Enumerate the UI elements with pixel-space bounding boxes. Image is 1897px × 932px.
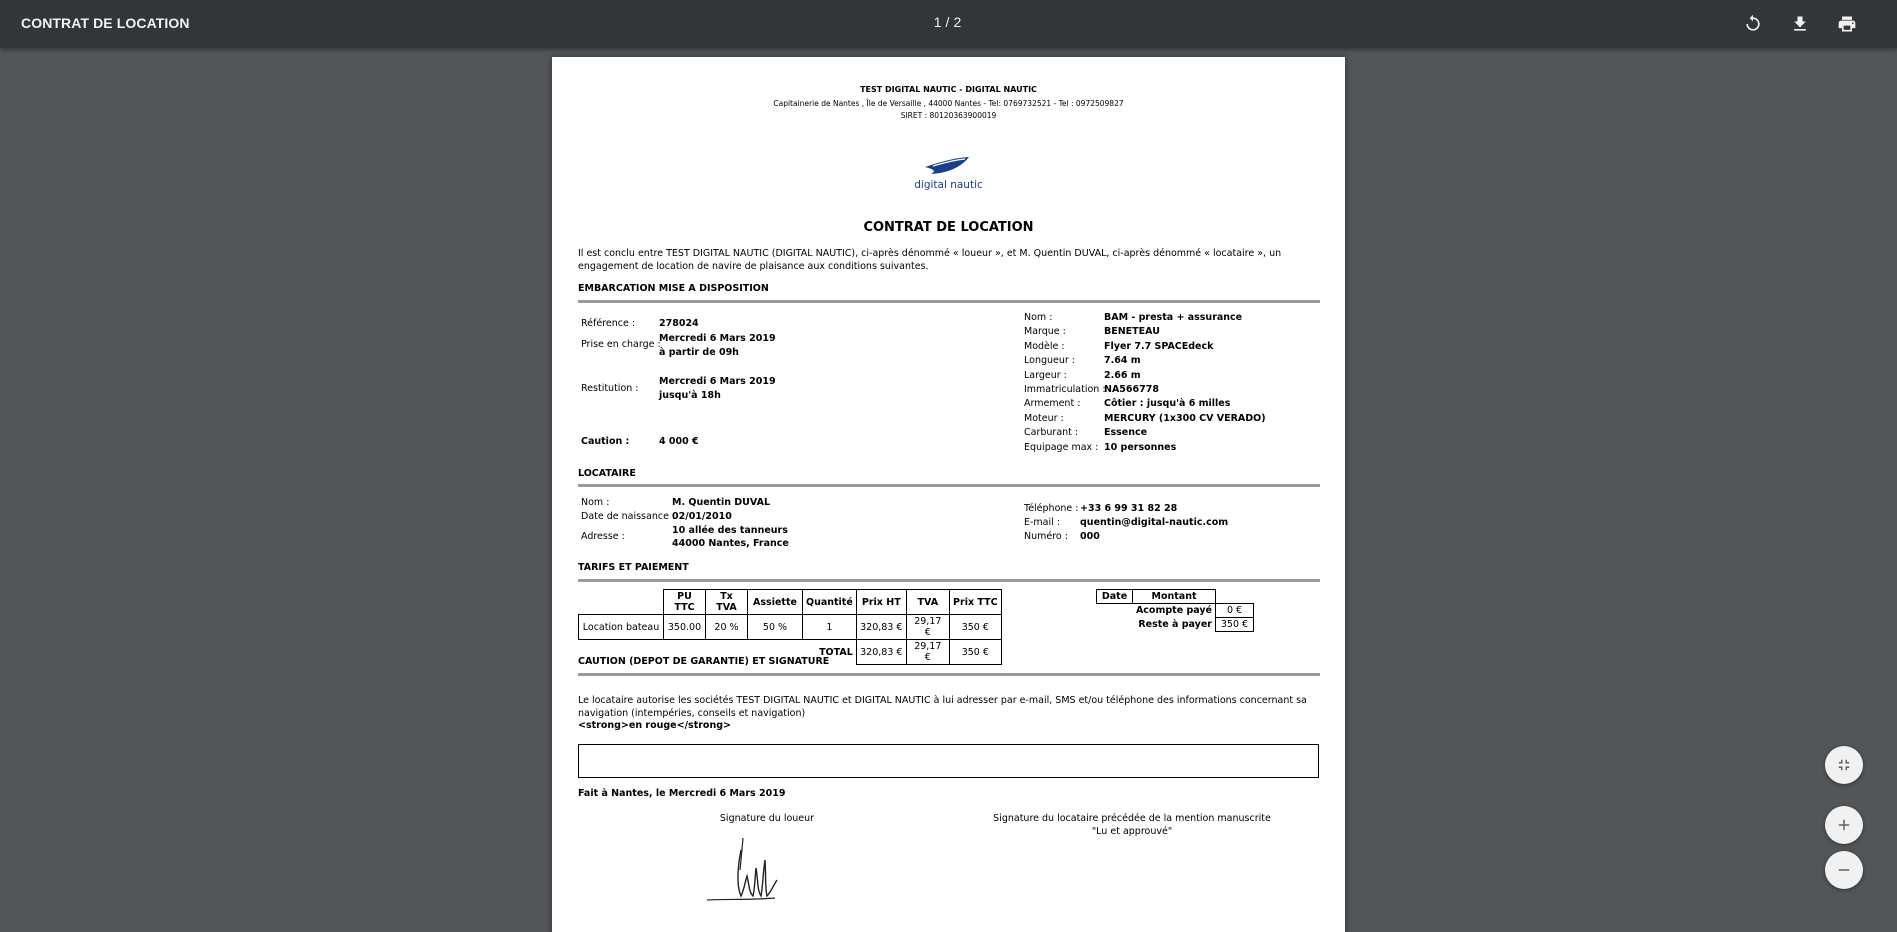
zoom-in-button[interactable]	[1825, 806, 1863, 844]
section-divider	[578, 484, 1320, 487]
signature-locataire-label-1: Signature du locataire précédée de la mention manuscrite	[993, 813, 1271, 824]
zoom-out-button[interactable]	[1825, 851, 1863, 889]
signature-locataire-label-2: "Lu et approuvé"	[1091, 826, 1173, 837]
spec-value: 7.64 m	[1104, 355, 1141, 367]
total-pages: 2	[953, 14, 962, 30]
company-logo	[923, 155, 971, 180]
fait-a: Fait à Nantes, le Mercredi 6 Mars 2019	[578, 788, 786, 799]
download-icon	[1790, 14, 1810, 34]
table-cell: 320,83 €	[856, 640, 906, 665]
locataire-naissance-value: 02/01/2010	[672, 511, 732, 522]
reference-value: 278024	[659, 318, 699, 329]
locataire-naissance-label: Date de naissance :	[581, 511, 676, 522]
table-cell: 29,17 €	[906, 640, 949, 665]
current-page[interactable]: 1	[933, 14, 942, 30]
spec-label: Moteur :	[1024, 412, 1064, 424]
reste-label: Reste à payer	[1138, 619, 1212, 630]
locataire-nom-value: M. Quentin DUVAL	[672, 497, 770, 508]
download-button[interactable]	[1786, 10, 1814, 38]
spec-label: Carburant :	[1024, 427, 1079, 439]
table-cell-empty	[579, 590, 664, 615]
company-address: Capitainerie de Nantes , Île de Versaille , 44000 Nantes - Tel: 0769732521 - Tel : 0972509827	[773, 99, 1124, 108]
locataire-email-label: E-mail :	[1024, 517, 1061, 528]
zoom-out-icon	[1835, 861, 1853, 879]
restitution-label: Restitution :	[581, 383, 639, 394]
rotate-button[interactable]	[1739, 10, 1767, 38]
spec-value: NA566778	[1104, 383, 1159, 395]
spec-value: 2.66 m	[1104, 369, 1141, 381]
section-embarcation-title: EMBARCATION MISE A DISPOSITION	[578, 283, 769, 294]
locataire-tel-label: Téléphone :	[1024, 503, 1079, 514]
table-header-row	[1097, 590, 1254, 604]
fit-page-button[interactable]	[1825, 746, 1863, 784]
signature-loueur-label: Signature du loueur	[719, 813, 815, 824]
spec-value: BENETEAU	[1104, 326, 1160, 338]
spec-value: Flyer 7.7 SPACEdeck	[1104, 340, 1214, 352]
reste-value: 350 €	[1216, 618, 1254, 632]
spec-label: Longueur :	[1024, 355, 1076, 367]
column-header: Prix TTC	[949, 590, 1001, 615]
section-tarifs-title: TARIFS ET PAIEMENT	[578, 562, 689, 573]
column-header: Tx TVA	[706, 590, 748, 615]
loueur-signature	[705, 830, 795, 908]
spec-label: Largeur :	[1024, 369, 1067, 381]
restitution-date: Mercredi 6 Mars 2019	[659, 376, 776, 387]
table-cell: 20 %	[706, 615, 748, 640]
locataire-numero-label: Numéro :	[1024, 531, 1068, 542]
table-header-row	[579, 590, 1002, 615]
document-title: CONTRAT DE LOCATION	[21, 15, 190, 31]
spec-label: Nom :	[1024, 312, 1053, 323]
column-header: Quantité	[803, 590, 857, 615]
table-cell-empty	[1216, 590, 1254, 604]
column-header: Assiette	[748, 590, 803, 615]
caution-value: 4 000 €	[659, 436, 699, 447]
column-header: PU TTC	[664, 590, 706, 615]
section-caution-title: CAUTION (DEPOT DE GARANTIE) ET SIGNATURE	[578, 656, 830, 667]
page-indicator	[900, 14, 995, 30]
table-row	[579, 615, 1002, 640]
table-cell: 350.00	[664, 615, 706, 640]
spec-label: Immatriculation :	[1024, 383, 1106, 395]
prise-time: à partir de 09h	[659, 347, 739, 358]
payment-table	[1096, 589, 1254, 632]
section-divider	[578, 579, 1320, 582]
table-row	[1097, 618, 1254, 632]
intro-paragraph: Il est conclu entre TEST DIGITAL NAUTIC (DIGITAL NAUTIC), ci-après dénommé « loueur », et M. Quentin DUVAL, ci-après dénommé « locataire », un engagement de location de navire de plaisance aux conditions suivantes.	[578, 248, 1282, 272]
table-cell: 350 €	[949, 615, 1001, 640]
pdf-page	[552, 57, 1345, 932]
mention-box	[578, 744, 1319, 778]
acompte-value: 0 €	[1216, 604, 1254, 618]
table-cell: 29,17 €	[906, 615, 949, 640]
spec-value: 10 personnes	[1104, 441, 1177, 453]
table-cell: 1	[803, 615, 857, 640]
table-row	[1097, 604, 1254, 618]
spec-value: Essence	[1104, 427, 1148, 439]
locataire-email-value: quentin@digital-nautic.com	[1080, 517, 1229, 528]
rotate-icon	[1743, 14, 1763, 34]
section-locataire-title: LOCATAIRE	[578, 468, 636, 479]
table-cell: 50 %	[748, 615, 803, 640]
table-cell: Location bateau	[579, 615, 664, 640]
locataire-nom-label: Nom :	[581, 497, 610, 508]
page-separator: /	[945, 14, 950, 30]
locataire-tel-value: +33 6 99 31 82 28	[1080, 503, 1178, 514]
pricing-table	[578, 589, 1002, 665]
total-label: TOTAL	[819, 646, 853, 658]
column-header: Prix HT	[856, 590, 906, 615]
locataire-adresse-line2: 44000 Nantes, France	[672, 538, 789, 549]
company-siret: SIRET : 80120363900019	[900, 111, 997, 120]
locataire-adresse-line1: 10 allée des tanneurs	[672, 525, 788, 536]
spec-label: Modèle :	[1024, 340, 1065, 352]
table-cell: 350 €	[949, 640, 1001, 665]
print-icon	[1837, 14, 1857, 34]
acompte-label: Acompte payé	[1135, 605, 1212, 617]
column-header: Montant	[1133, 590, 1216, 604]
zoom-in-icon	[1835, 816, 1853, 834]
locataire-numero-value: 000	[1080, 531, 1100, 542]
fit-page-icon	[1835, 756, 1853, 774]
spec-value: BAM - presta + assurance	[1104, 312, 1243, 323]
caution-label: Caution :	[581, 436, 630, 447]
contract-title: CONTRAT DE LOCATION	[863, 220, 1034, 235]
prise-label: Prise en charge :	[581, 339, 661, 350]
section-divider	[578, 673, 1320, 676]
reference-label: Référence :	[581, 318, 636, 329]
section-divider	[578, 300, 1320, 303]
logo-text: digital nautic	[914, 179, 983, 191]
locataire-adresse-label: Adresse :	[581, 531, 625, 542]
viewer-toolbar	[0, 0, 1897, 48]
spec-value: MERCURY (1x300 CV VERADO)	[1104, 412, 1266, 424]
consent-paragraph: Le locataire autorise les sociétés TEST DIGITAL NAUTIC et DIGITAL NAUTIC à lui adresser par e-mail, SMS et/ou téléphone des informations concernant sa navigation (intempéries, conseils et navigation)	[578, 695, 1307, 719]
restitution-time: jusqu'à 18h	[659, 390, 721, 401]
signature-icon	[705, 830, 795, 905]
boat-logo-icon	[923, 155, 971, 177]
table-cell: 320,83 €	[856, 615, 906, 640]
spec-label: Equipage max :	[1024, 441, 1099, 453]
consent-strong-text: <strong>en rouge</strong>	[578, 720, 731, 731]
column-header: Date	[1097, 590, 1133, 604]
spec-label: Marque :	[1024, 326, 1066, 338]
prise-date: Mercredi 6 Mars 2019	[659, 333, 776, 344]
column-header: TVA	[906, 590, 949, 615]
company-name: TEST DIGITAL NAUTIC - DIGITAL NAUTIC	[860, 85, 1037, 94]
spec-value: Côtier : jusqu'à 6 milles	[1104, 398, 1231, 410]
spec-label: Armement :	[1024, 398, 1081, 410]
print-button[interactable]	[1833, 10, 1861, 38]
